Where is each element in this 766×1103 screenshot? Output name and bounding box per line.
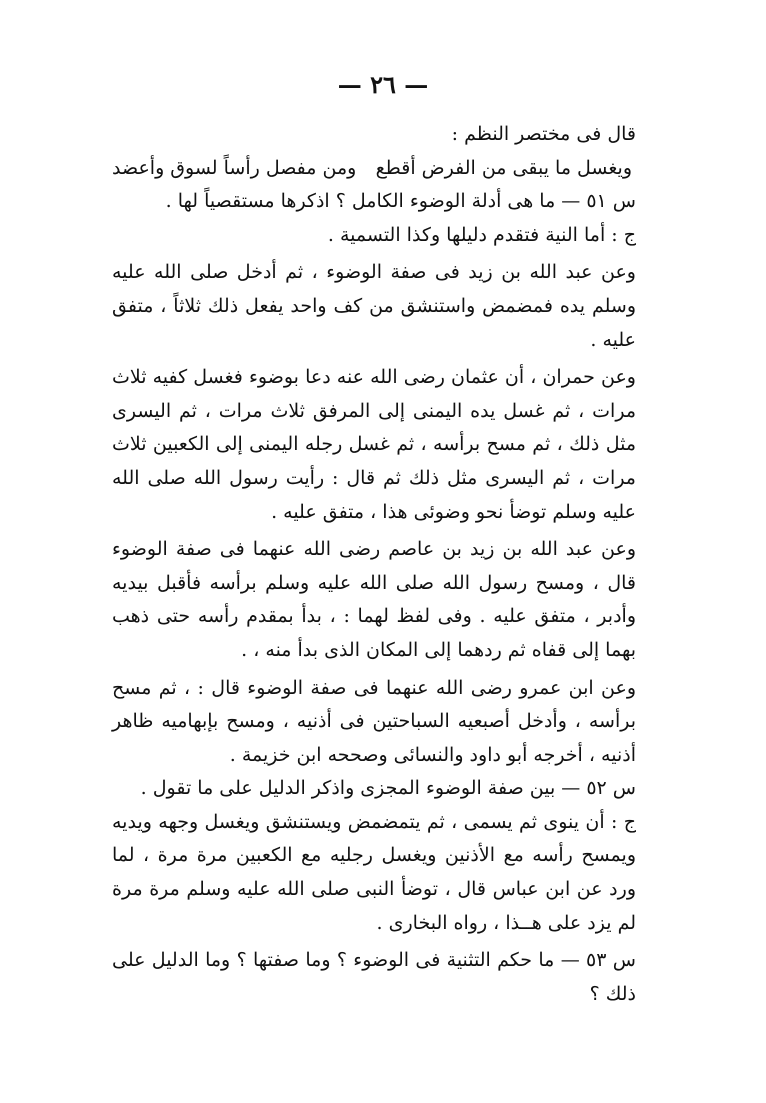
verse-second-hemistich: ومن مفصل رأساً لسوق وأعضد (112, 156, 357, 179)
answer-52: ج : أن ينوى ثم يسمى ، ثم يتمضمض ويستنشق ويغسل وجهه ويديه ويمسح رأسه مع الأذنين ويغسل رجليه مع الكعبين مرة مرة ، لما ورد عن ابن عباس قال ، توضأ النبى صلى الله عليه وسلم مرة مرة لم يزد على هــذا ، رواه البخارى . (112, 810, 636, 934)
question-51: س ٥١ — ما هى أدلة الوضوء الكامل ؟ اذكرها مستقصياً لها . (165, 190, 636, 213)
hadith-humran: وعن حمران ، أن عثمان رضى الله عنه دعا بوضوء فغسل كفيه ثلاث مرات ، ثم غسل يده اليمنى إلى المرفق ثلاث مرات ، ثم اليسرى مثل ذلك ، ثم مسح برأسه ، ثم غسل رجله اليمنى إلى الكعبين ثلاث مرات ، ثم اليسرى مثل ذلك ثم قال : رأيت رسول الله صلى الله عليه وسلم توضأ نحو وضوئى هذا ، متفق عليه . (112, 366, 636, 523)
question-52: س ٥٢ — بين صفة الوضوء المجزى واذكر الدليل على ما تقول . (140, 777, 636, 800)
intro-line: قال فى مختصر النظم : (451, 123, 636, 145)
hadith-abdullah-ibn-zayd: وعن عبد الله بن زيد فى صفة الوضوء ، ثم أدخل صلى الله عليه وسلم يده فمضمض واستنشق من كف واحد يفعل ذلك ثلاثاً ، متفق عليه . (112, 261, 636, 351)
hadith-ibn-amr: وعن ابن عمرو رضى الله عنهما فى صفة الوضوء قال : ، ثم مسح برأسه ، وأدخل أصبعيه السباحتين فى أذنيه ، ومسح بإبهاميه ظاهر أذنيه ، أخرجه أبو داود والنسائى وصححه ابن خزيمة . (112, 676, 636, 766)
answer-51-intro: ج : أما النية فتقدم دليلها وكذا التسمية . (327, 223, 636, 246)
page-number: — ٢٦ — (337, 70, 429, 99)
question-53: س ٥٣ — ما حكم التثنية فى الوضوء ؟ وما صفتها ؟ وما الدليل على ذلك ؟ (112, 949, 637, 1005)
verse-first-hemistich: ويغسل ما يبقى من الفرض أقطع (375, 156, 632, 179)
hadith-ibn-asim: وعن عبد الله بن زيد بن عاصم رضى الله عنهما فى صفة الوضوء قال ، ومسح رسول الله صلى الله عليه وسلم برأسه فأقبل بيديه وأدبر ، متفق عليه . وفى لفظ لهما : ، بدأ بمقدم رأسه حتى ذهب بهما إلى قفاه ثم ردهما إلى المكان الذى بدأ منه ، . (112, 538, 636, 661)
page-body (112, 118, 636, 1011)
poem-verse (112, 152, 636, 186)
